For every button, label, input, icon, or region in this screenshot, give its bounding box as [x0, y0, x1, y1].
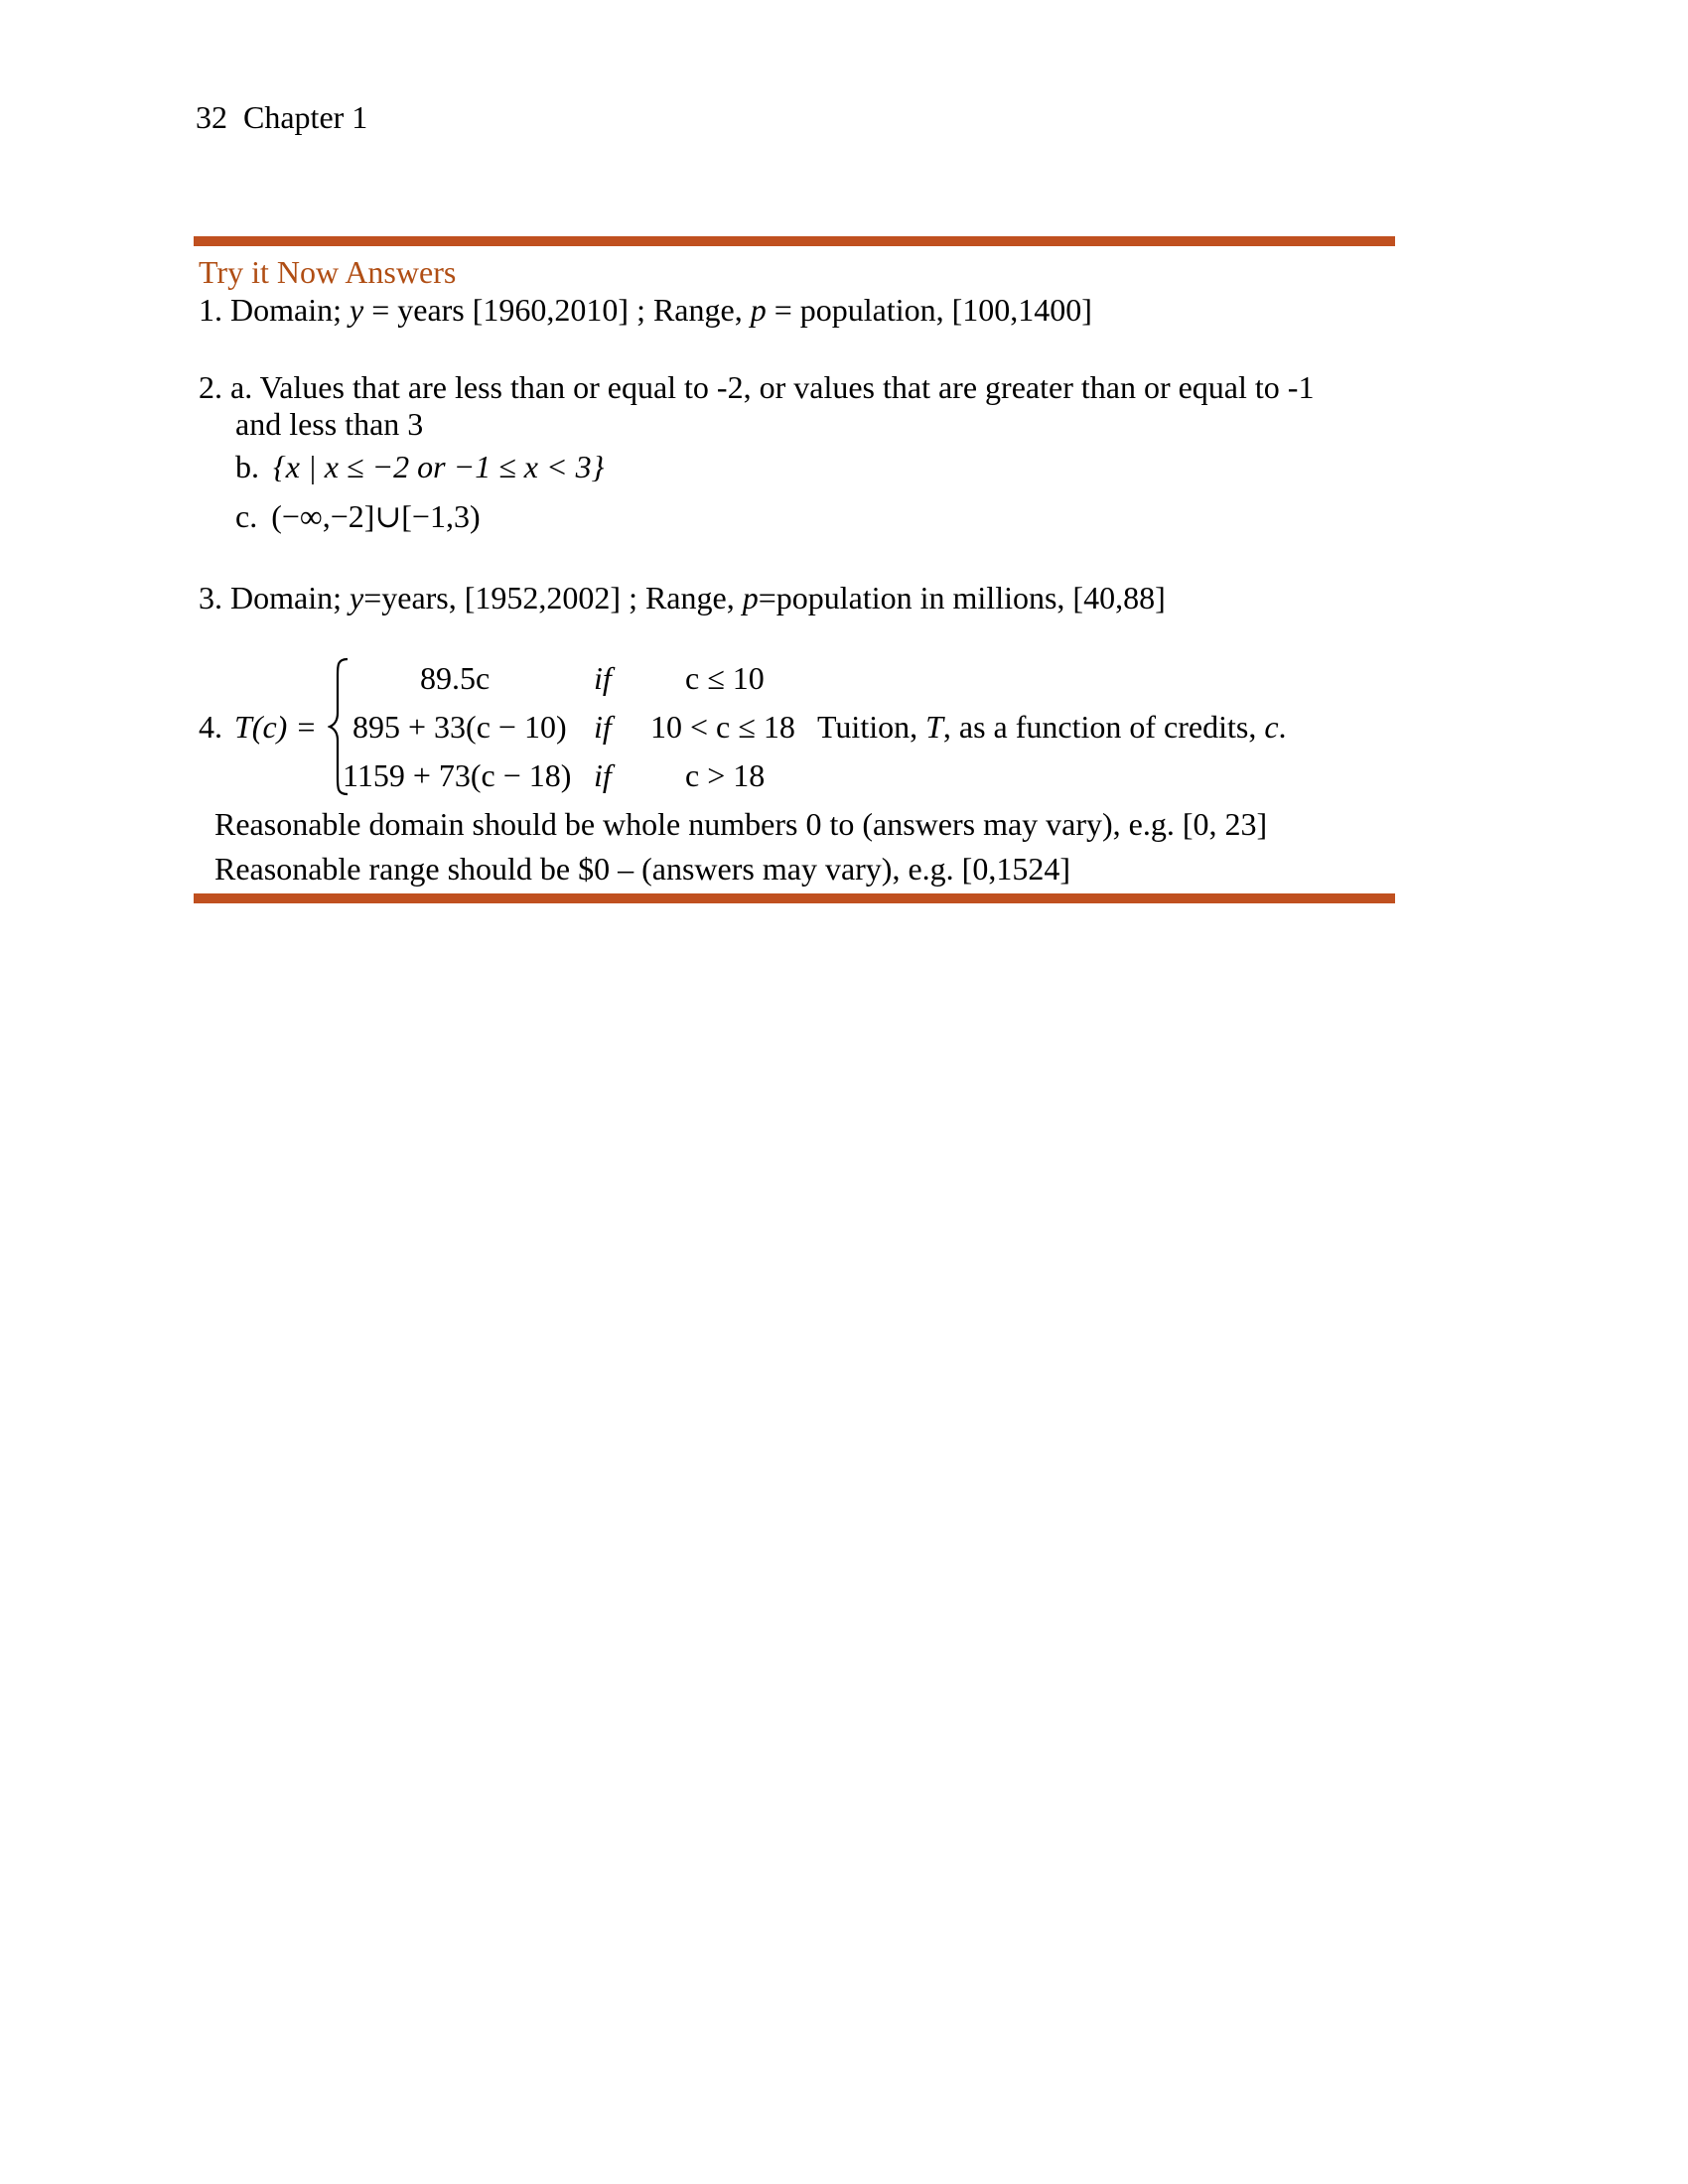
description-end: .	[1278, 709, 1287, 745]
piece-1-condition: c ≤ 10	[685, 660, 765, 696]
piece-2-expression: 895 + 33(c − 10)	[352, 709, 567, 745]
answer-4-lhs	[199, 707, 317, 747]
answer-4-label: 4.	[199, 709, 222, 745]
answer-1-var-y: y	[349, 292, 364, 328]
answer-4-range-note: Reasonable range should be $0 – (answers may vary), e.g. [0,1524]	[214, 851, 1070, 887]
piece-1-keyword: if	[594, 660, 612, 696]
answer-1-suffix: = population, [100,1400]	[766, 292, 1092, 328]
piece-2-condition: 10 < c ≤ 18	[650, 709, 795, 745]
answer-3-prefix: 3. Domain;	[199, 580, 350, 615]
answer-2c-label: c.	[235, 498, 258, 534]
answer-1-var-p: p	[750, 292, 767, 328]
box-bottom-rule	[194, 893, 1395, 903]
answer-1	[199, 290, 1092, 330]
piece-3-condition: c > 18	[685, 757, 766, 793]
chapter-label: Chapter 1	[243, 99, 368, 135]
answer-4-description	[817, 707, 1287, 747]
answer-2a-line2: and less than 3	[235, 406, 424, 442]
answer-3	[199, 578, 1166, 617]
answer-3-suffix: =population in millions, [40,88]	[758, 580, 1166, 615]
piece-1-expression: 89.5c	[420, 660, 491, 696]
running-header	[196, 99, 367, 136]
answer-2b-label: b.	[235, 449, 259, 484]
answer-3-var-p: p	[742, 580, 759, 615]
answer-4-domain-note: Reasonable domain should be whole numbers 0 to (answers may vary), e.g. [0, 23]	[214, 806, 1268, 842]
answer-2c	[235, 496, 481, 536]
description-var-c: c	[1264, 709, 1279, 745]
answer-2c-interval: (−∞,−2]∪[−1,3)	[271, 498, 481, 534]
page-number: 32	[196, 99, 227, 135]
answer-4-function-name: T(c) =	[234, 709, 317, 745]
answer-2a-line1: 2. a. Values that are less than or equal to -2, or values that are greater than or equal to -1	[199, 369, 1315, 405]
description-text: Tuition,	[817, 709, 926, 745]
answer-2b-set: {x | x ≤ −2 or −1 ≤ x < 3}	[273, 449, 605, 484]
answer-3-mid: =years, [1952,2002] ; Range,	[363, 580, 743, 615]
box-top-rule	[194, 236, 1395, 246]
description-mid: , as a function of credits,	[942, 709, 1265, 745]
description-var-t: T	[925, 709, 943, 745]
answer-1-mid: = years [1960,2010] ; Range,	[363, 292, 751, 328]
box-title: Try it Now Answers	[199, 254, 457, 290]
answer-1-prefix: 1. Domain;	[199, 292, 350, 328]
piece-2-keyword: if	[594, 709, 612, 745]
piece-3-keyword: if	[594, 757, 612, 793]
piece-3-expression: 1159 + 73(c − 18)	[343, 757, 572, 793]
answer-3-var-y: y	[349, 580, 364, 615]
answer-2b	[235, 447, 604, 486]
